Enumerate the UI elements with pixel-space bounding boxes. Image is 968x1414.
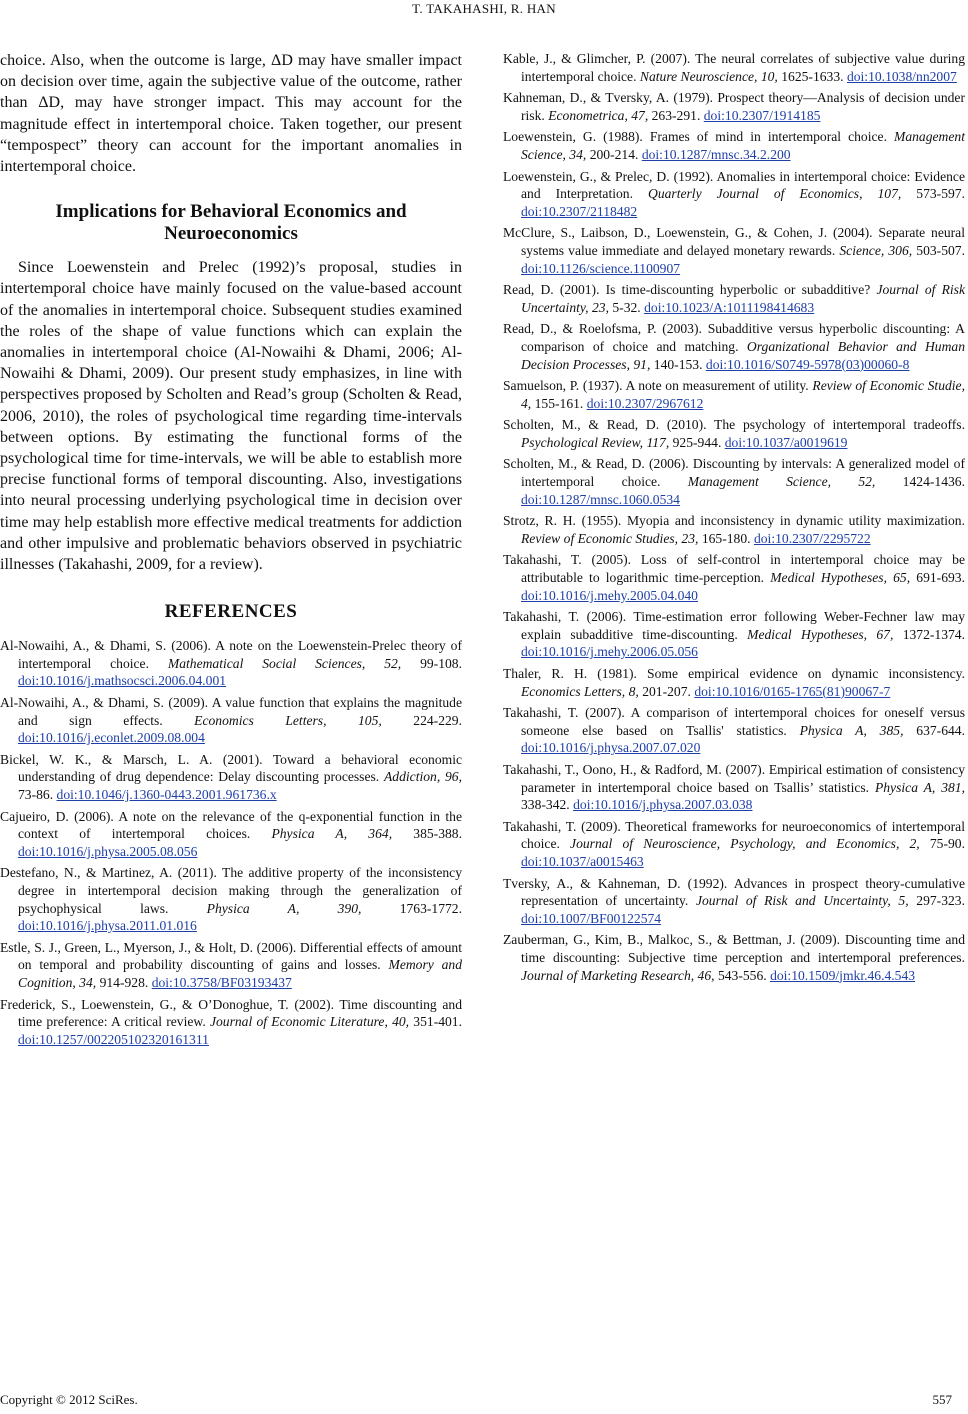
- reference-pages: 73-86.: [18, 787, 57, 803]
- reference-pages: 155-161.: [531, 395, 587, 411]
- reference-text: Loewenstein, G., & Prelec, D. (1992). Anomalies in intertemporal choice: Evidence and Interpretation.: [503, 168, 965, 202]
- reference-journal: Medical Hypotheses, 65,: [770, 570, 911, 586]
- reference-doi-link[interactable]: doi:10.1257/002205102320161311: [18, 1031, 209, 1047]
- right-column: [503, 50, 965, 988]
- reference-pages: 691-693.: [910, 570, 965, 586]
- reference-doi-link[interactable]: doi:10.1007/BF00122574: [521, 910, 662, 926]
- reference-entry: [503, 818, 965, 871]
- reference-pages: 543-556.: [714, 967, 771, 983]
- reference-entry: [503, 320, 965, 373]
- reference-doi-link[interactable]: doi:10.2307/1914185: [703, 107, 821, 123]
- body-paragraph: Since Loewenstein and Prelec (1992)’s proposal, studies in intertemporal choice have mainly focused on the value-based account of the anomalies in intertemporal choice. Subsequent studies examined the roles of the shape of value functions which can explain the anomalies in intertemporal choice (Al-Nowaihi & Dhami, 2006; Al-Nowaihi & Dhami, 2009). Our present study emphasizes, in line with perspectives proposed by Scholten and Read’s group (Scholten & Read, 2006, 2010), the roles of psychological time regarding time-intervals between options. By estimating the functional forms of the psychological time for time-intervals, we will be able to establish more precise functional forms of temporal discounting. Also, investigations into neural processing underlying psychological time in decision over time may help establish more effective medical treatments for addiction and other impulsive and problematic behaviors observed in psychiatric illnesses (Takahashi, 2009, for a review).: [0, 259, 462, 574]
- reference-pages: 200-214.: [586, 146, 642, 162]
- reference-entry: [503, 512, 965, 547]
- reference-text: Takahashi, T. (2009). Theoretical frameworks for neuroeconomics of intertemporal choice.: [503, 818, 965, 852]
- reference-text: Tversky, A., & Kahneman, D. (1992). Advances in prospect theory-cumulative representation of uncertainty.: [503, 875, 965, 909]
- references-heading: REFERENCES: [164, 601, 298, 623]
- reference-entry: [503, 224, 965, 277]
- reference-text: Al-Nowaihi, A., & Dhami, S. (2006). A note on the Loewenstein-Prelec theory of intertemporal choice.: [0, 638, 462, 671]
- reference-journal: Physica A, 385,: [799, 722, 904, 738]
- reference-entry: [503, 551, 965, 604]
- reference-journal: Quarterly Journal of Economics, 107,: [648, 186, 902, 202]
- reference-entry: [503, 608, 965, 661]
- reference-pages: 1372-1374.: [893, 626, 966, 642]
- reference-pages: 201-207.: [638, 683, 695, 699]
- reference-pages: 5-32.: [608, 299, 645, 315]
- reference-journal: Journal of Neuroscience, Psychology, and Economics, 2,: [570, 836, 920, 852]
- reference-journal: Medical Hypotheses, 67,: [747, 626, 894, 642]
- reference-entry: [503, 128, 965, 163]
- reference-pages: 914-928.: [96, 974, 152, 990]
- reference-journal: Economics Letters, 8,: [521, 683, 639, 699]
- reference-journal: Economics Letters, 105,: [194, 712, 382, 728]
- reference-text: Scholten, M., & Read, D. (2010). The psychology of intertemporal tradeoffs.: [503, 417, 965, 433]
- reference-doi-link[interactable]: doi:10.1016/j.physa.2011.01.016: [18, 918, 197, 934]
- reference-journal: Physica A, 381,: [874, 779, 965, 795]
- reference-doi-link[interactable]: doi:10.2307/2118482: [521, 203, 638, 219]
- reference-text: Takahashi, T. (2005). Loss of self-control in intertemporal choice may be attributable to logarithmic time-perception.: [503, 552, 965, 586]
- reference-text: Estle, S. J., Green, L., Myerson, J., & Holt, D. (2006). Differential effects of amount on temporal and probability discounting of gains and losses.: [0, 939, 462, 973]
- reference-list-right: [503, 50, 965, 984]
- reference-text: Zauberman, G., Kim, B., Malkoc, S., & Bettman, J. (2009). Discounting time and time discounting: Subjective time perception and intertemporal preferences.: [503, 932, 965, 965]
- reference-pages: 503-507.: [912, 242, 965, 258]
- reference-entry: [503, 281, 965, 316]
- reference-journal: Science, 306,: [839, 242, 913, 258]
- reference-text: Destefano, N., & Martinez, A. (2011). The additive property of the inconsistency degree in intertemporal decision making through the generalization of psychophysical laws.: [0, 865, 462, 916]
- reference-entry: [503, 761, 965, 814]
- body-paragraph-continuation: choice. Also, when the outcome is large, ΔD may have smaller impact on decision over time, again the subjective value of the outcome, rather than ΔD, may have stronger impact. This may account for the magnitude effect in intertemporal choice. Taken together, our present “tempospect” theory can account for the important anomalies in intertemporal choice.: [0, 52, 462, 176]
- reference-journal: Econometrica, 47,: [548, 107, 649, 123]
- reference-text: Samuelson, P. (1937). A note on measurement of utility.: [503, 378, 813, 394]
- reference-entry: [0, 996, 462, 1049]
- reference-entry: [0, 939, 462, 992]
- reference-text: Thaler, R. H. (1981). Some empirical evidence on dynamic inconsistency.: [503, 666, 965, 681]
- reference-doi-link[interactable]: doi:10.2307/2295722: [753, 530, 871, 546]
- reference-entry: [503, 168, 965, 221]
- footer-copyright: Copyright © 2012 SciRes.: [0, 1392, 138, 1407]
- reference-pages: 263-291.: [648, 107, 704, 123]
- reference-pages: 1625-1633.: [777, 68, 847, 84]
- reference-pages: 75-90.: [919, 836, 965, 852]
- reference-pages: 1424-1436.: [875, 474, 965, 490]
- reference-text: Frederick, S., Loewenstein, G., & O’Donoghue, T. (2002). Time discounting and time preference: A critical review.: [0, 996, 462, 1030]
- reference-text: Takahashi, T. (2007). A comparison of intertemporal choices for oneself versus someone else based on Tsallis' statistics.: [503, 705, 965, 738]
- reference-journal: Psychological Review, 117,: [521, 434, 670, 450]
- reference-journal: Management Science, 52,: [687, 474, 876, 490]
- reference-entry: [0, 637, 462, 690]
- reference-entry: [503, 931, 965, 984]
- reference-doi-link[interactable]: doi:10.1037/a0015463: [521, 853, 644, 869]
- footer-page-number: 557: [932, 1392, 952, 1407]
- reference-doi-link[interactable]: doi:10.1046/j.1360-0443.2001.961736.x: [56, 787, 277, 803]
- reference-entry: [503, 704, 965, 757]
- reference-pages: 99-108.: [401, 655, 462, 671]
- section-heading: Implications for Behavioral Economics and Neuroeconomics: [55, 201, 407, 245]
- reference-pages: 224-229.: [381, 712, 462, 728]
- reference-pages: 385-388.: [392, 826, 462, 842]
- reference-pages: 338-342.: [521, 797, 574, 813]
- reference-entry: [0, 694, 462, 747]
- reference-text: Read, D. (2001). Is time-discounting hyperbolic or subadditive?: [503, 282, 877, 298]
- reference-doi-link[interactable]: doi:10.1037/a0019619: [724, 434, 848, 450]
- reference-pages: 297-323.: [908, 893, 965, 909]
- reference-journal: Organizational Behavior and Human Decision Processes, 91,: [521, 338, 965, 372]
- reference-list-left: [0, 637, 462, 1048]
- reference-text: Read, D., & Roelofsma, P. (2003). Subadditive versus hyperbolic discounting: A comparison of choice and matching.: [503, 321, 965, 354]
- reference-journal: Review of Economic Studies, 23,: [521, 530, 699, 546]
- reference-doi-link[interactable]: doi:10.1023/A:1011198414683: [644, 299, 815, 315]
- running-head: T. TAKAHASHI, R. HAN: [412, 1, 556, 16]
- reference-journal: Journal of Economic Literature, 40,: [209, 1014, 410, 1030]
- reference-entry: [0, 864, 462, 934]
- reference-pages: 165-180.: [698, 530, 754, 546]
- reference-journal: Mathematical Social Sciences, 52,: [167, 655, 402, 671]
- reference-doi-link[interactable]: doi:10.1016/0165-1765(81)90067-7: [694, 683, 891, 699]
- reference-text: Cajueiro, D. (2006). A note on the relevance of the q-exponential function in the context of intertemporal choices.: [0, 808, 462, 842]
- reference-pages: 140-153.: [650, 356, 706, 372]
- reference-entry: [503, 50, 965, 85]
- reference-doi-link[interactable]: doi:10.3758/BF03193437: [151, 974, 292, 990]
- reference-journal: Nature Neuroscience, 10,: [639, 68, 778, 84]
- reference-doi-link[interactable]: doi:10.1016/j.physa.2007.03.038: [573, 797, 753, 813]
- reference-entry: [503, 875, 965, 928]
- reference-text: Strotz, R. H. (1955). Myopia and inconsistency in dynamic utility maximization.: [503, 513, 965, 529]
- left-column: [0, 50, 462, 1052]
- reference-journal: Addiction, 96,: [383, 769, 463, 785]
- reference-text: Takahashi, T., Oono, H., & Radford, M. (2007). Empirical estimation of consistency parameter in intertemporal choice based on Tsallis’ statistics.: [503, 761, 965, 795]
- reference-doi-link[interactable]: doi:10.1016/j.physa.2005.08.056: [18, 843, 198, 859]
- reference-journal: Journal of Marketing Research, 46,: [521, 967, 715, 983]
- reference-entry: [503, 416, 965, 451]
- reference-doi-link[interactable]: doi:10.1016/j.mathsocsci.2006.04.001: [18, 673, 227, 689]
- reference-entry: [503, 89, 965, 124]
- reference-entry: [0, 751, 462, 804]
- reference-text: Loewenstein, G. (1988). Frames of mind in intertemporal choice.: [503, 129, 895, 145]
- reference-entry: [503, 455, 965, 508]
- reference-journal: Physica A, 390,: [206, 900, 362, 916]
- reference-pages: 351-401.: [409, 1014, 463, 1030]
- reference-doi-link[interactable]: doi:10.1016/j.physa.2007.07.020: [521, 740, 701, 756]
- reference-pages: 573-597.: [901, 186, 965, 202]
- reference-journal: Memory and Cognition, 34,: [18, 957, 463, 990]
- reference-text: Kable, J., & Glimcher, P. (2007). The neural correlates of subjective value during intertemporal choice.: [503, 51, 965, 84]
- reference-journal: Physica A, 364,: [271, 826, 393, 842]
- reference-journal: Journal of Risk Uncertainty, 23,: [521, 282, 965, 315]
- reference-journal: Management Science, 34,: [521, 129, 965, 162]
- reference-doi-link[interactable]: doi:10.1287/mnsc.1060.0534: [521, 491, 680, 507]
- reference-doi-link[interactable]: doi:10.1126/science.1100907: [521, 260, 681, 276]
- reference-doi-link[interactable]: doi:10.1509/jmkr.46.4.543: [770, 967, 916, 983]
- reference-pages: 637-644.: [903, 722, 965, 738]
- reference-doi-link[interactable]: doi:10.1038/nn2007: [846, 68, 957, 84]
- reference-doi-link[interactable]: doi:10.1016/S0749-5978(03)00060-8: [705, 356, 910, 372]
- reference-pages: 925-944.: [669, 434, 725, 450]
- reference-doi-link[interactable]: doi:10.1016/j.mehy.2006.05.056: [521, 644, 698, 660]
- reference-journal: Review of Economic Studie, 4,: [521, 378, 965, 411]
- reference-entry: [503, 665, 965, 700]
- reference-text: Bickel, W. K., & Marsch, L. A. (2001). Toward a behavioral economic understanding of drug dependence: Delay discounting processes.: [0, 751, 462, 785]
- reference-pages: 1763-1772.: [361, 900, 462, 916]
- reference-text: Al-Nowaihi, A., & Dhami, S. (2009). A value function that explains the magnitude and sign effects.: [0, 695, 462, 728]
- reference-doi-link[interactable]: doi:10.1287/mnsc.34.2.200: [641, 146, 791, 162]
- reference-journal: Journal of Risk and Uncertainty, 5,: [695, 893, 909, 909]
- reference-doi-link[interactable]: doi:10.2307/2967612: [586, 395, 704, 411]
- reference-doi-link[interactable]: doi:10.1016/j.econlet.2009.08.004: [18, 730, 205, 746]
- reference-text: Kahneman, D., & Tversky, A. (1979). Prospect theory—Analysis of decision under risk.: [503, 90, 965, 123]
- reference-text: McClure, S., Laibson, D., Loewenstein, G., & Cohen, J. (2004). Separate neural systems value immediate and delayed monetary rewards.: [503, 225, 965, 258]
- reference-entry: [503, 377, 965, 412]
- reference-entry: [0, 808, 462, 861]
- reference-text: Scholten, M., & Read, D. (2006). Discounting by intervals: A generalized model of intertemporal choice.: [503, 456, 965, 490]
- reference-text: Takahashi, T. (2006). Time-estimation error following Weber-Fechner law may explain subadditive time-discounting.: [503, 609, 965, 642]
- reference-doi-link[interactable]: doi:10.1016/j.mehy.2005.04.040: [521, 587, 698, 603]
